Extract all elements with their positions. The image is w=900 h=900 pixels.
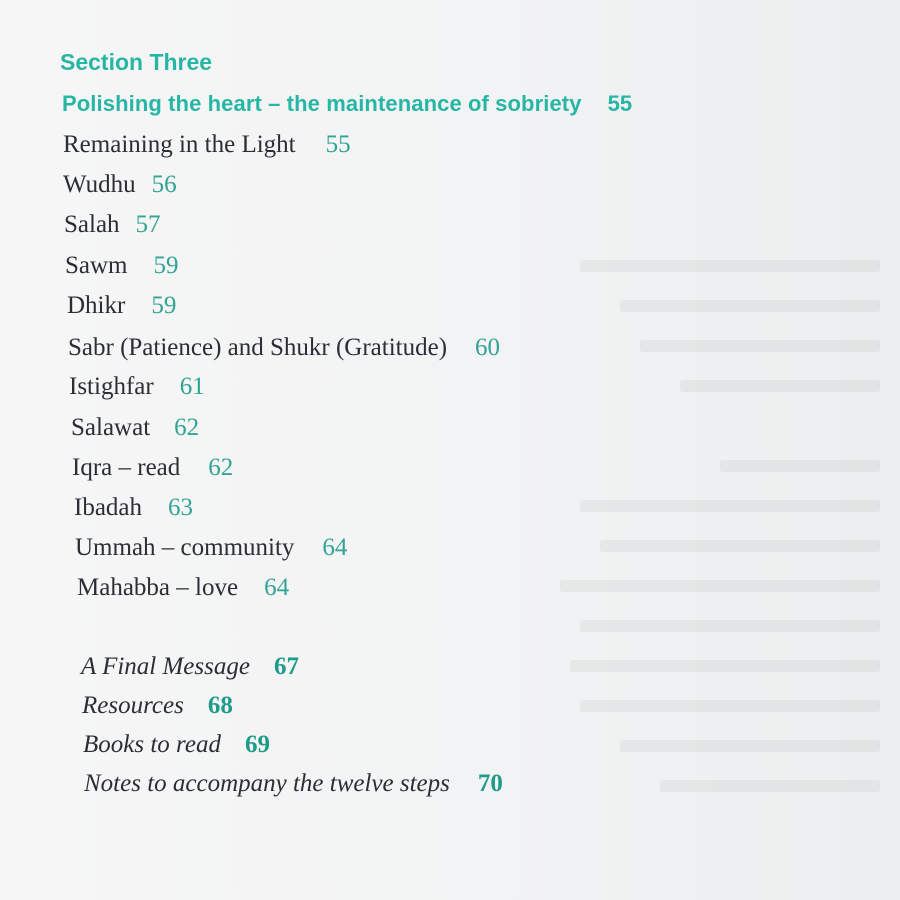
toc-entry-label: Iqra – read	[72, 454, 181, 481]
toc-entry	[65, 252, 179, 280]
toc-entry-page: 59	[151, 292, 177, 319]
toc-extra-entry	[84, 770, 503, 798]
toc-entry	[63, 171, 177, 199]
toc-extra-entry	[81, 653, 299, 681]
toc-entry-page: 60	[475, 334, 501, 361]
section-title	[62, 91, 632, 117]
toc-entry	[72, 454, 233, 482]
toc-entry-label: Salah	[64, 211, 120, 238]
toc-entry-page: 61	[179, 373, 205, 400]
toc-entry-page: 63	[168, 494, 194, 521]
toc-entry	[75, 534, 347, 562]
toc-entry-label: Salawat	[71, 414, 151, 441]
toc-entry	[71, 414, 199, 442]
toc-entry	[74, 494, 193, 522]
toc-entry-page: 56	[151, 171, 177, 198]
toc-entry-label: Mahabba – love	[77, 574, 239, 601]
toc-entry-label: Remaining in the Light	[63, 131, 296, 158]
toc-entry-page: 62	[208, 454, 234, 481]
toc-entry-page: 69	[244, 731, 270, 758]
toc-entry-page: 62	[174, 414, 200, 441]
toc-entry-page: 67	[273, 653, 299, 680]
toc-entry-page: 64	[322, 534, 348, 561]
toc-entry-page: 55	[325, 131, 351, 158]
toc-entry-label: Resources	[82, 692, 184, 719]
toc-entry-label: Books to read	[83, 731, 221, 758]
toc-entry-label: A Final Message	[81, 653, 250, 680]
toc-entry-label: Istighfar	[69, 373, 154, 400]
toc-entry-label: Sawm	[65, 252, 128, 279]
toc-entry	[77, 574, 289, 602]
toc-extra-entry	[82, 692, 233, 720]
section-title-text: Polishing the heart – the maintenance of sobriety	[62, 91, 582, 116]
section-title-page: 55	[607, 91, 633, 116]
toc-entry	[64, 211, 161, 239]
show-through-text	[540, 120, 880, 880]
toc-entry	[68, 334, 500, 362]
toc-entry-label: Ibadah	[74, 494, 143, 521]
toc-entry	[63, 131, 351, 159]
toc-entry-page: 64	[264, 574, 290, 601]
toc-entry-label: Sabr (Patience) and Shukr (Gratitude)	[68, 334, 448, 361]
toc-entry-label: Wudhu	[63, 171, 136, 198]
toc-entry-page: 70	[477, 770, 503, 797]
toc-entry-page: 59	[153, 252, 179, 279]
toc-entry	[67, 292, 176, 320]
toc-entry	[69, 373, 205, 401]
toc-entry-label: Notes to accompany the twelve steps	[84, 770, 450, 797]
toc-extra-entry	[83, 731, 270, 759]
toc-entry-page: 68	[207, 692, 233, 719]
toc-entry-label: Dhikr	[67, 292, 126, 319]
section-label: Section Three	[60, 49, 213, 75]
toc-entry-label: Ummah – community	[75, 534, 295, 561]
toc-entry-page: 57	[135, 211, 161, 238]
